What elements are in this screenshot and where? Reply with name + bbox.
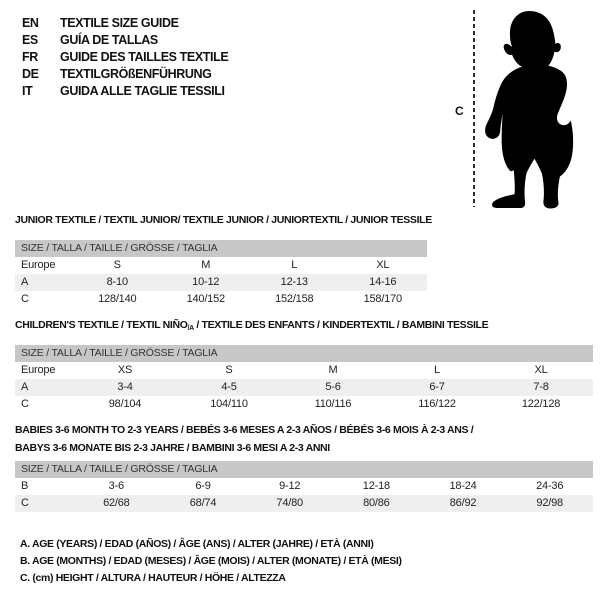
cell: 98/104 [108,398,142,410]
cell: 10-12 [192,276,220,288]
language-row [22,32,228,49]
table-row [15,257,427,274]
row-label: C [21,497,29,509]
junior-table-title: JUNIOR TEXTILE / TEXTIL JUNIOR/ TEXTILE JUNIOR / JUNIORTEXTIL / JUNIOR TESSILE [15,214,432,226]
language-title: GUÍA DE TALLAS [60,33,158,47]
cell: 104/110 [210,398,248,410]
cell: 14-16 [369,276,397,288]
cell: M [201,259,211,271]
cell: 7-8 [533,381,549,393]
cell: 12-13 [280,276,308,288]
table-row [15,274,427,291]
row-label: Europe [21,364,56,376]
children-table-title [15,319,488,335]
language-code: IT [22,84,33,98]
language-legend [22,15,228,100]
cell: 3-6 [108,480,124,492]
language-title: GUIDA ALLE TAGLIE TESSILI [60,84,225,98]
language-code: EN [22,16,39,30]
junior-size-table [15,240,427,308]
cell: 18-24 [449,480,477,492]
cell: 86/92 [449,497,477,509]
language-code: DE [22,67,39,81]
footnote-a: A. AGE (YEARS) / EDAD (AÑOS) / ÂGE (ANS) / ALTER (JAHRE) / ETÀ (ANNI) [20,538,374,550]
cell: XL [534,364,548,376]
cell: 122/128 [521,398,561,410]
cell: 110/116 [314,398,352,410]
cell: 116/122 [418,398,456,410]
cell: XL [376,259,390,271]
cell: 68/74 [189,497,217,509]
language-title: TEXTILGRÖßENFÜHRUNG [60,67,212,81]
footnote-c: C. (cm) HEIGHT / ALTURA / HAUTEUR / HÖHE / ALTEZZA [20,572,286,584]
cell: 8-10 [106,276,128,288]
row-label: A [21,381,29,393]
cell: L [291,259,298,271]
cell: 6-9 [195,480,211,492]
language-title: GUIDE DES TAILLES TEXTILE [60,50,229,64]
cell: 80/86 [363,497,390,509]
title-line: BABIES 3-6 MONTH TO 2-3 YEARS / BEBÉS 3-6 MESES A 2-3 AÑOS / BÉBÉS 3-6 MOIS À 2-3 ANS / [15,424,474,436]
cell: 140/152 [186,293,225,305]
cell: 6-7 [429,381,445,393]
title-text: CHILDREN'S TEXTILE / TEXTIL NIÑO [15,319,188,331]
size-header-bar: SIZE / TALLA / TAILLE / GRÖSSE / TAGLIA [15,461,593,478]
cell: 128/140 [98,293,137,305]
baby-silhouette-icon [483,11,579,210]
cell: S [225,364,233,376]
cell: 74/80 [276,497,303,509]
row-label: A [21,276,29,288]
cell: 152/158 [275,293,314,305]
language-row [22,49,228,66]
row-label: B [21,480,29,492]
language-row [22,15,228,32]
size-header-bar: SIZE / TALLA / TAILLE / GRÖSSE / TAGLIA [15,240,427,257]
table-row [15,495,593,512]
cell: 5-6 [325,381,341,393]
babies-table-title [15,421,593,457]
table-row [15,379,593,396]
title-text: / TEXTILE DES ENFANTS / KINDERTEXTIL / BAMBINI TESSILE [193,319,489,331]
cell: 9-12 [279,480,301,492]
title-line: BABYS 3-6 MONATE BIS 2-3 JAHRE / BAMBINI 3-6 MESI A 2-3 ANNI [15,442,330,454]
table-row [15,396,593,413]
cell: 92/98 [536,497,563,509]
table-row [15,362,593,379]
height-dashed-line [473,10,475,207]
row-label: Europe [21,259,56,271]
cell: 158/170 [363,293,402,305]
cell: 4-5 [221,381,237,393]
cell: 3-4 [117,381,133,393]
row-label: C [21,293,29,305]
language-row [22,66,228,83]
children-size-table [15,345,593,413]
size-header-bar: SIZE / TALLA / TAILLE / GRÖSSE / TAGLIA [15,345,593,362]
table-row [15,478,593,495]
language-code: ES [22,33,38,47]
cell: XS [117,364,133,376]
cell: M [328,364,338,376]
babies-size-table [15,461,593,512]
language-row [22,83,228,100]
figure-label-c: C [455,104,464,118]
cell: 12-18 [362,480,390,492]
table-row [15,291,427,308]
cell: L [434,364,440,376]
title-subscript: /A [187,325,194,332]
language-title: TEXTILE SIZE GUIDE [60,16,179,30]
cell: S [113,259,121,271]
row-label: C [21,398,29,410]
footnotes [20,536,402,587]
footnote-b: B. AGE (MONTHS) / EDAD (MESES) / ÂGE (MOIS) / ALTER (MONATE) / ETÀ (MESI) [20,555,402,567]
cell: 62/68 [103,497,130,509]
language-code: FR [22,50,38,64]
cell: 24-36 [536,480,564,492]
